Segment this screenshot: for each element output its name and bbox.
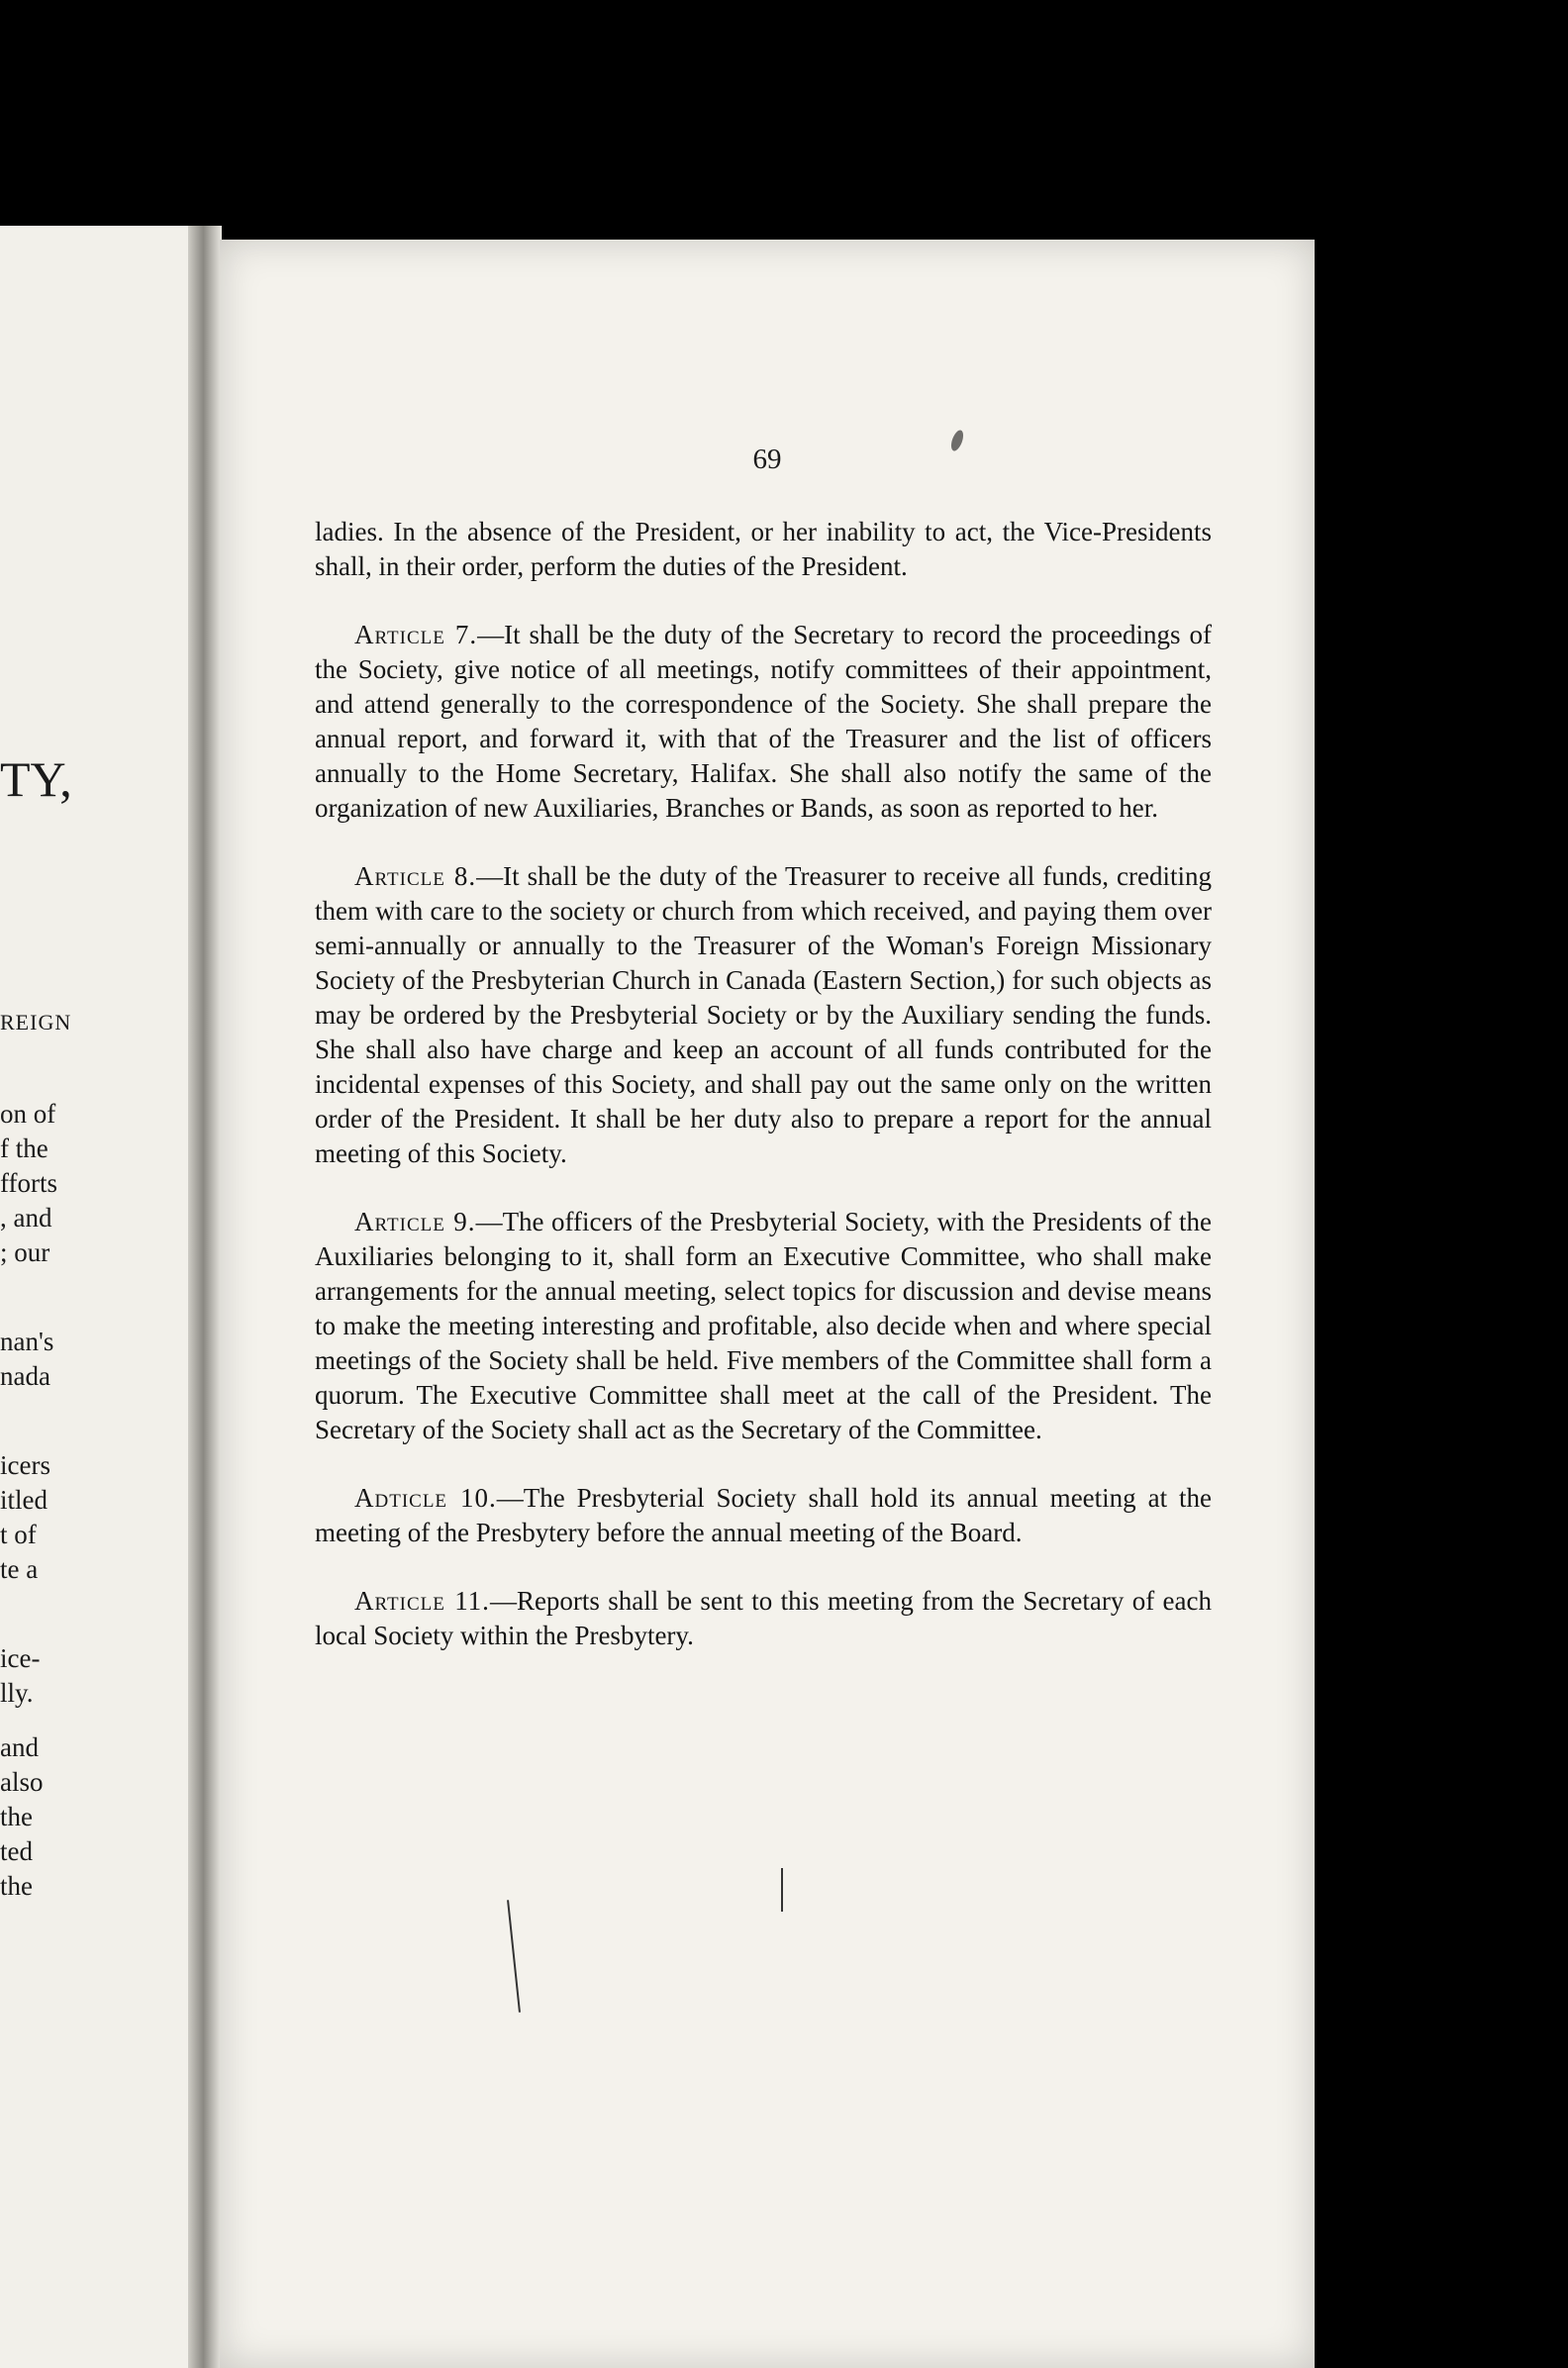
paragraph-text: —It shall be the duty of the Treasurer to receive all funds, crediting them with care to the society or church from which received, and paying them over semi-annually or annually to the Treasurer of the Woman's Foreign Missionary Society of the Presbyterian Church in Canada (Eastern Section,) for such objects as may be ordered by the Presbyterial Society or by the Auxiliary sending the funds. She shall also have charge and keep an account of all funds contributed for the incidental expenses of this Society, and shall pay out the same only on the written order of the President. It shall be her duty also to prepare a report for the annual meeting of this Society.: [315, 861, 1212, 1168]
article-8: [315, 859, 1212, 1171]
left-fragment: ice-: [0, 1643, 41, 1673]
paragraph-text: —The officers of the Presbyterial Society, with the Presidents of the Auxiliaries belonging to it, shall form an Executive Committee, who shall make arrangements for the annual meeting, select topics for discussion and devise means to make the meeting interesting and profitable, also decide when and where special meetings of the Society shall be held. Five members of the Committee shall form a quorum. The Executive Committee shall meet at the call of the President. The Secretary of the Society shall act as the Secretary of the Committee.: [315, 1207, 1212, 1444]
page-body: [315, 515, 1212, 1687]
left-facing-page: [0, 226, 203, 2368]
left-fragment: , and: [0, 1203, 52, 1233]
paragraph-text: ladies. In the absence of the President, or her inability to act, the Vice-Presidents shall, in their order, perform the duties of the President.: [315, 517, 1212, 581]
left-fragment: nada: [0, 1361, 50, 1391]
left-fragment: TY,: [0, 751, 72, 807]
left-fragment: the: [0, 1802, 33, 1831]
left-fragment: ted: [0, 1836, 33, 1866]
left-fragment: fforts: [0, 1168, 57, 1198]
left-fragment: the: [0, 1871, 33, 1901]
left-fragment: lly.: [0, 1678, 34, 1708]
article-label: Adticle 10.: [354, 1483, 497, 1513]
left-fragment: t of: [0, 1520, 37, 1549]
paragraph-text: —The Presbyterial Society shall hold its annual meeting at the meeting of the Presbytery before the annual meeting of the Board.: [315, 1483, 1213, 1547]
left-fragment: nan's: [0, 1327, 54, 1356]
pencil-mark: [781, 1868, 783, 1912]
left-fragment: REIGN: [0, 1010, 72, 1035]
article-label: Article 11.: [354, 1586, 490, 1616]
article-label: Article 9.: [354, 1207, 476, 1236]
left-fragment: ; our: [0, 1237, 50, 1267]
left-fragment: te a: [0, 1554, 39, 1584]
article-10: [315, 1481, 1212, 1550]
article-label: Article 7.: [354, 620, 478, 649]
article-11: [315, 1584, 1212, 1653]
article-9: [315, 1205, 1212, 1447]
left-fragment: and: [0, 1732, 39, 1762]
left-fragment: f the: [0, 1134, 49, 1163]
right-page: [220, 240, 1315, 2368]
article-label: Article 8.: [354, 861, 477, 891]
paragraph-text: —It shall be the duty of the Secretary to record the proceedings of the Society, give notice of all meetings, notify committees of their appointment, and attend generally to the correspondence of the Society. She shall prepare the annual report, and forward it, with that of the Treasurer and the list of officers annually to the Home Secretary, Halifax. She shall also notify the same of the organization of new Auxiliaries, Branches or Bands, as soon as reported to her.: [315, 620, 1212, 823]
left-fragment: icers: [0, 1450, 50, 1480]
left-fragment: itled: [0, 1485, 48, 1515]
book-gutter: [188, 226, 222, 2368]
left-fragment: also: [0, 1767, 44, 1797]
article-7: [315, 618, 1212, 826]
pencil-mark: [507, 1900, 521, 2013]
paragraph-text: —Reports shall be sent to this meeting from the Secretary of each local Society within the Presbytery.: [315, 1586, 1212, 1650]
page-number: 69: [752, 444, 782, 475]
paragraph-continuation: [315, 515, 1212, 584]
left-fragment: on of: [0, 1099, 56, 1129]
